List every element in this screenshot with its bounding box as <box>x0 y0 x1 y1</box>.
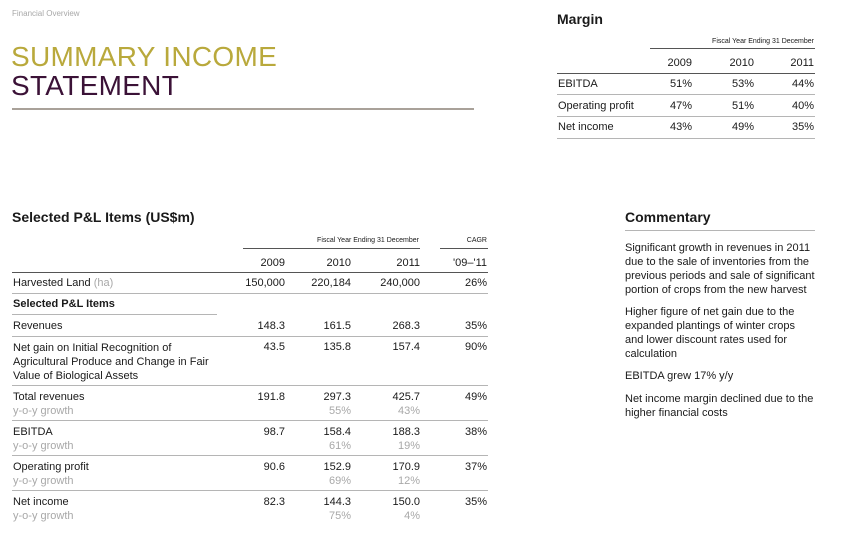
net-gain-label-line: Net gain on Initial Recognition of <box>13 342 172 354</box>
commentary-line: expanded plantings of winter crops <box>625 320 795 332</box>
growth-label: y-o-y growth <box>13 475 74 487</box>
net-gain-label-line: Value of Biological Assets <box>13 370 139 382</box>
harvested-land-label: Harvested Land (ha) <box>13 277 114 289</box>
net-gain-label-line: Agricultural Produce and Change in Fair <box>13 356 209 368</box>
growth-cell: 12% <box>397 475 420 487</box>
pl-row-rule <box>12 293 488 294</box>
margin-row-label: Operating profit <box>558 100 634 112</box>
commentary-paragraph <box>625 392 825 420</box>
pl-cell: 425.7 <box>392 391 420 403</box>
page-title-line1: SUMMARY INCOME <box>11 41 278 72</box>
pl-cell: 150.0 <box>392 496 420 508</box>
margin-cell: 47% <box>669 100 692 112</box>
margin-year-2011: 2011 <box>790 57 814 69</box>
pl-subheading: Selected P&L Items <box>13 298 115 310</box>
commentary-line: and lower discount rates used for <box>625 334 788 346</box>
pl-cagr-cell: 26% <box>464 277 487 289</box>
margin-bottom-rule <box>557 138 815 139</box>
pl-cell: 157.4 <box>392 341 420 353</box>
commentary-line: portion of crops from the new harvest <box>625 284 807 296</box>
commentary-line: Significant growth in revenues in 2011 <box>625 242 811 254</box>
pl-header-rule <box>12 272 488 273</box>
growth-label: y-o-y growth <box>13 405 74 417</box>
growth-cell: 43% <box>397 405 420 417</box>
pl-cell: 135.8 <box>323 341 351 353</box>
pl-title: Selected P&L Items (US$m) <box>12 209 195 225</box>
margin-cell: 40% <box>791 100 814 112</box>
operating-profit-label: Operating profit <box>13 461 89 473</box>
margin-year-2009: 2009 <box>667 57 692 69</box>
pl-cell: 90.6 <box>263 461 285 473</box>
commentary-rule <box>625 230 815 231</box>
margin-cell: 51% <box>669 78 692 90</box>
pl-subheading-rule <box>12 314 217 315</box>
pl-cell: 220,184 <box>311 277 351 289</box>
pl-year-2010: 2010 <box>326 257 351 269</box>
pl-cagr-cell: 90% <box>464 341 487 353</box>
pl-cell: 98.7 <box>263 426 285 438</box>
pl-row-rule <box>12 490 488 491</box>
commentary-line: previous periods and sale of significant <box>625 270 815 282</box>
margin-cell: 49% <box>731 121 754 133</box>
growth-cell: 69% <box>328 475 351 487</box>
pl-cell: 268.3 <box>392 320 420 332</box>
pl-cell: 297.3 <box>323 391 351 403</box>
revenues-label: Revenues <box>13 320 63 332</box>
margin-header-rule <box>557 73 815 74</box>
pl-cagr-rule <box>440 248 488 249</box>
margin-row-rule <box>557 116 815 117</box>
commentary-title: Commentary <box>625 209 711 225</box>
pl-cell: 170.9 <box>392 461 420 473</box>
pl-cagr-period: '09–'11 <box>453 257 487 269</box>
commentary-line: calculation <box>625 348 677 360</box>
pl-cagr-label: CAGR <box>466 237 487 244</box>
margin-fiscal-rule <box>650 48 815 49</box>
pl-year-2011: 2011 <box>396 257 420 269</box>
pl-cell: 150,000 <box>245 277 285 289</box>
pl-cell: 188.3 <box>392 426 420 438</box>
growth-cell: 61% <box>328 440 351 452</box>
pl-row-rule <box>12 455 488 456</box>
pl-fiscal-rule <box>243 248 420 249</box>
margin-cell: 35% <box>791 121 814 133</box>
growth-label: y-o-y growth <box>13 440 74 452</box>
net-gain-label <box>13 341 209 383</box>
margin-cell: 53% <box>731 78 754 90</box>
pl-year-2009: 2009 <box>260 257 285 269</box>
margin-cell: 43% <box>669 121 692 133</box>
commentary-line: Net income margin declined due to the <box>625 393 814 405</box>
pl-cell: 43.5 <box>263 341 285 353</box>
page-title-line2: STATEMENT <box>11 70 180 101</box>
title-divider <box>12 108 474 110</box>
pl-cell: 161.5 <box>323 320 351 332</box>
ebitda-label: EBITDA <box>13 426 53 438</box>
total-revenues-label: Total revenues <box>13 391 85 403</box>
pl-cell: 158.4 <box>323 426 351 438</box>
pl-row-rule <box>12 385 488 386</box>
growth-cell: 55% <box>328 405 351 417</box>
margin-fiscal-label: Fiscal Year Ending 31 December <box>712 38 814 45</box>
margin-cell: 44% <box>791 78 814 90</box>
commentary-line: due to the sale of inventories from the <box>625 256 810 268</box>
pl-cagr-cell: 35% <box>464 496 487 508</box>
growth-label: y-o-y growth <box>13 510 74 522</box>
growth-cell: 75% <box>328 510 351 522</box>
margin-title: Margin <box>557 11 603 27</box>
growth-cell: 4% <box>404 510 420 522</box>
pl-cell: 191.8 <box>257 391 285 403</box>
commentary-paragraph <box>625 369 825 383</box>
pl-row-rule <box>12 336 488 337</box>
margin-row-label: EBITDA <box>558 78 598 90</box>
pl-cell: 82.3 <box>263 496 285 508</box>
pl-cell: 144.3 <box>323 496 351 508</box>
pl-row-rule <box>12 420 488 421</box>
commentary-line: EBITDA grew 17% y/y <box>625 370 734 382</box>
margin-cell: 51% <box>731 100 754 112</box>
commentary-line: Higher figure of net gain due to the <box>625 306 795 318</box>
pl-cagr-cell: 49% <box>464 391 487 403</box>
pl-cell: 240,000 <box>380 277 420 289</box>
commentary-paragraph <box>625 241 825 297</box>
margin-year-2010: 2010 <box>729 57 754 69</box>
commentary-line: higher financial costs <box>625 407 728 419</box>
growth-cell: 19% <box>397 440 420 452</box>
margin-row-rule <box>557 94 815 95</box>
pl-fiscal-label: Fiscal Year Ending 31 December <box>317 237 419 244</box>
pl-cell: 152.9 <box>323 461 351 473</box>
net-income-label: Net income <box>13 496 69 508</box>
pl-cell: 148.3 <box>257 320 285 332</box>
margin-row-label: Net income <box>558 121 614 133</box>
pl-cagr-cell: 38% <box>464 426 487 438</box>
commentary-paragraph <box>625 305 825 361</box>
pl-cagr-cell: 35% <box>464 320 487 332</box>
section-label: Financial Overview <box>12 9 80 18</box>
pl-cagr-cell: 37% <box>464 461 487 473</box>
